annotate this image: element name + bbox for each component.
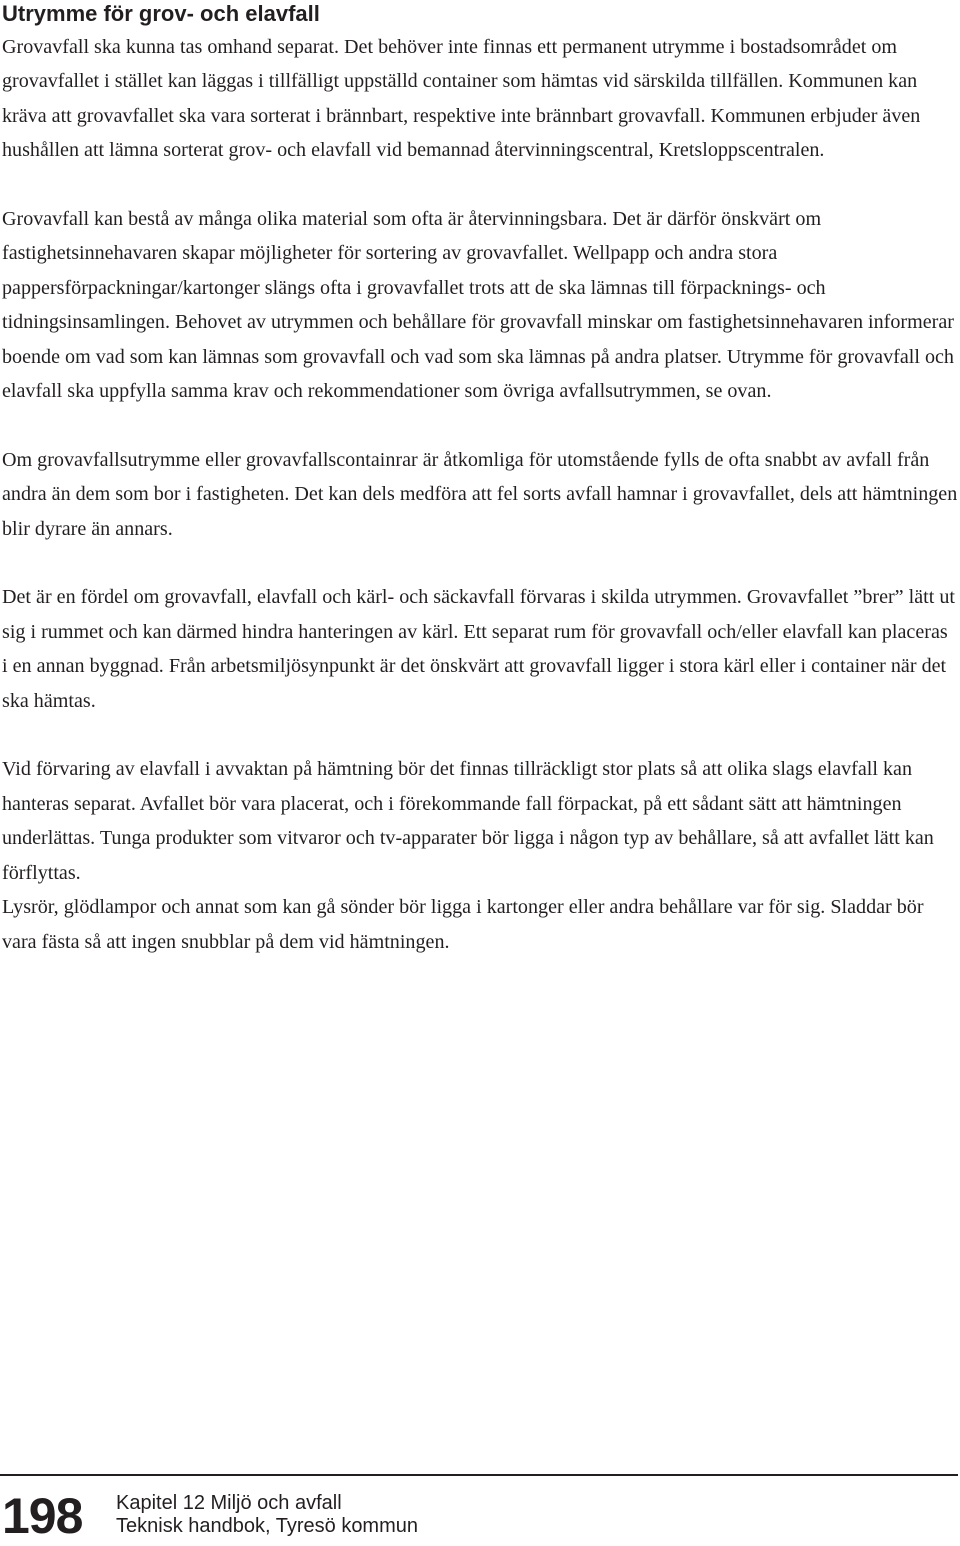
paragraph-separate-rooms: Det är en fördel om grovavfall, elavfall och kärl- och säckavfall förvaras i skilda utrymmen. Grovavfallet ”brer” lätt ut sig i rummet och kan därmed hindra hanteringen av kärl. Ett separat rum för grovavfall och/eller elavfall kan placeras i en annan byggnad. Från arbetsmiljösynpunkt är det önskvärt att grovavfall ligger i stora kärl eller i container när det ska hämtas. <box>2 586 955 712</box>
footer-divider <box>0 1474 958 1476</box>
paragraph-fragile-items: Lysrör, glödlampor och annat som kan gå sönder bör ligga i kartonger eller andra behållare var för sig. Sladdar bör vara fästa så att ingen snubblar på dem vid hämtningen. <box>2 896 924 953</box>
footer-chapter: Kapitel 12 Miljö och avfall <box>116 1492 342 1514</box>
footer-publication: Teknisk handbok, Tyresö kommun <box>116 1515 419 1537</box>
section-heading: Utrymme för grov- och elavfall <box>2 1 320 26</box>
paragraph-sorting: Grovavfall kan bestå av många olika material som ofta är återvinningsbara. Det är därför önskvärt om fastighetsinnehavaren skapar möjligheter för sortering av grovavfallet. Wellpapp och andra stora pappersförpackningar/kartonger slängs ofta i grovavfallet trots att de ska lämnas till förpacknings- och tidningsinsamlingen. Behovet av utrymmen och behållare för grovavfall minskar om fastighetsinnehavaren informerar boende om vad som kan lämnas som grovavfall och vad som ska lämnas på andra platser. Utrymme för grovavfall och elavfall ska uppfylla samma krav och rekommendationer som övriga avfallsutrymmen, se ovan. <box>2 208 954 403</box>
paragraph-storage-options: Grovavfall ska kunna tas omhand separat. Det behöver inte finnas ett permanent utrymme i bostadsområdet om grovavfallet i stället kan läggas i tillfälligt uppställd container som hämtas vid särskilda tillfällen. Kommunen kan kräva att grovavfallet ska vara sorterat i brännbart, respektive inte brännbart grovavfall. Kommunen erbjuder även hushållen att lämna sorterat grov- och elavfall vid bemannad återvinningscentral, Kretsloppscentralen. <box>2 36 921 162</box>
paragraph-access: Om grovavfallsutrymme eller grovavfallscontainrar är åtkomliga för utomstående fylls de ofta snabbt av avfall från andra än dem som bor i fastigheten. Det kan dels medföra att fel sorts avfall hamnar i grovavfallet, dels att hämtningen blir dyrare än annars. <box>2 448 958 540</box>
footer-running-title <box>116 1492 418 1538</box>
page-number: 198 <box>2 1488 83 1544</box>
paragraph-electronic-waste: Vid förvaring av elavfall i avvaktan på hämtning bör det finnas tillräckligt stor plats så att olika slags elavfall kan hanteras separat. Avfallet bör vara placerat, och i förekommande fall förpackat, på ett sådant sätt att hämtningen underlättas. Tunga produkter som vitvaror och tv-apparater bör ligga i någon typ av behållare, så att avfallet lätt kan förflyttas. <box>2 758 934 884</box>
body-text <box>2 30 958 959</box>
